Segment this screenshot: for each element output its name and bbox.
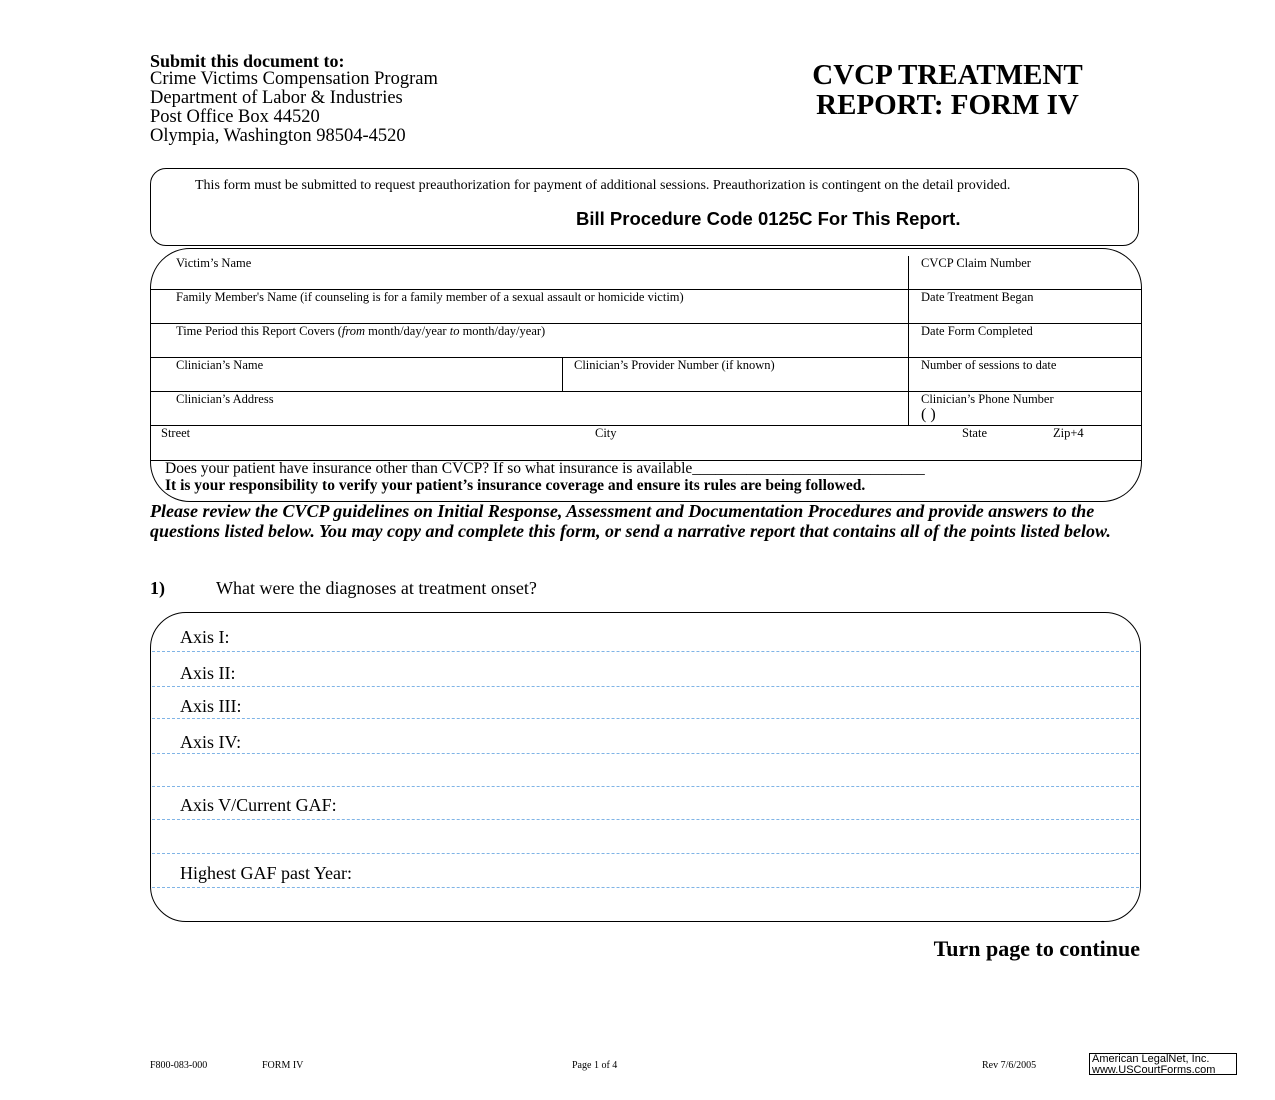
question-text: What were the diagnoses at treatment onset? [216, 578, 537, 598]
state-label: State [962, 426, 987, 440]
address-line: Olympia, Washington 98504-4520 [150, 126, 406, 146]
grid-rule [150, 425, 1142, 426]
bill-procedure-code: Bill Procedure Code 0125C For This Report. [576, 208, 961, 229]
axis-label: Axis II: [180, 663, 236, 683]
answer-line[interactable] [152, 718, 1139, 719]
sessions-to-date-field[interactable]: Number of sessions to date [921, 358, 1057, 372]
provider-number-field[interactable]: Clinician’s Provider Number (if known) [574, 358, 775, 372]
answer-line[interactable] [152, 651, 1139, 652]
legalnet-url[interactable]: www.USCourtForms.com [1092, 1063, 1216, 1076]
legalnet-box [1089, 1053, 1237, 1075]
grid-divider [562, 357, 563, 391]
date-treatment-began-field[interactable]: Date Treatment Began [921, 290, 1034, 304]
family-member-field[interactable]: Family Member's Name (if counseling is for a family member of a sexual assault or homicide victim) [176, 290, 684, 304]
answer-line[interactable] [152, 819, 1139, 820]
address-line: Crime Victims Compensation Program [150, 69, 438, 89]
footer-revision: Rev 7/6/2005 [982, 1060, 1037, 1071]
form-title-line1: CVCP TREATMENT [812, 59, 1083, 91]
zip-label: Zip+4 [1053, 426, 1084, 440]
notice-text: This form must be submitted to request preauthorization for payment of additional sessions. Preauthorization is contingent on the detail provided. [195, 178, 1011, 193]
insurance-question[interactable]: Does your patient have insurance other than CVCP? If so what insurance is available______________________________ [165, 460, 925, 477]
submit-heading: Submit this document to: [150, 51, 345, 71]
insurance-note: It is your responsibility to verify your patient’s insurance coverage and ensure its rules are being followed. [165, 477, 866, 494]
claim-number-field[interactable]: CVCP Claim Number [921, 256, 1031, 270]
street-label: Street [161, 426, 191, 440]
answer-line[interactable] [152, 887, 1139, 888]
phone-number-field[interactable]: Clinician’s Phone Number [921, 392, 1054, 406]
grid-divider [908, 256, 909, 425]
answer-line[interactable] [152, 686, 1139, 687]
answer-line[interactable] [152, 753, 1139, 754]
answer-line[interactable] [152, 853, 1139, 854]
address-line: Department of Labor & Industries [150, 88, 403, 108]
city-label: City [595, 426, 617, 440]
time-period-from: from [341, 324, 366, 338]
phone-area-code: ( ) [921, 406, 936, 423]
time-period-to: to [449, 324, 460, 338]
axis-label: Axis V/Current GAF: [180, 795, 337, 815]
form-title [760, 60, 1135, 120]
footer-form-code: F800-083-000 [150, 1060, 208, 1071]
axis-label: Highest GAF past Year: [180, 863, 353, 883]
answer-line[interactable] [152, 786, 1139, 787]
form-title-line2: REPORT: FORM IV [816, 89, 1079, 121]
axis-label: Axis I: [180, 627, 230, 647]
axis-label: Axis III: [180, 696, 242, 716]
address-line: Post Office Box 44520 [150, 107, 320, 127]
date-form-completed-field[interactable]: Date Form Completed [921, 324, 1033, 338]
clinician-name-field[interactable]: Clinician’s Name [176, 358, 264, 372]
legalnet-name: American LegalNet, Inc. [1092, 1053, 1210, 1065]
time-period-field[interactable] [176, 324, 545, 338]
time-period-label: month/day/year) [459, 324, 546, 338]
time-period-label: month/day/year [365, 324, 450, 338]
victim-name-field[interactable]: Victim’s Name [176, 256, 252, 270]
time-period-label: Time Period this Report Covers ( [176, 324, 342, 338]
axis-label: Axis IV: [180, 732, 242, 752]
clinician-address-field[interactable]: Clinician’s Address [176, 392, 274, 406]
question-number: 1) [150, 578, 165, 598]
footer-page-number: Page 1 of 4 [572, 1060, 618, 1071]
instructions-paragraph: Please review the CVCP guidelines on Initial Response, Assessment and Documentation Procedures and provide answers to the questions listed below. You may copy and complete this form, or send a narrative report that contains all of the points listed below. [150, 501, 1111, 541]
footer-form-name: FORM IV [262, 1060, 304, 1071]
turn-page-text: Turn page to continue [933, 936, 1140, 961]
